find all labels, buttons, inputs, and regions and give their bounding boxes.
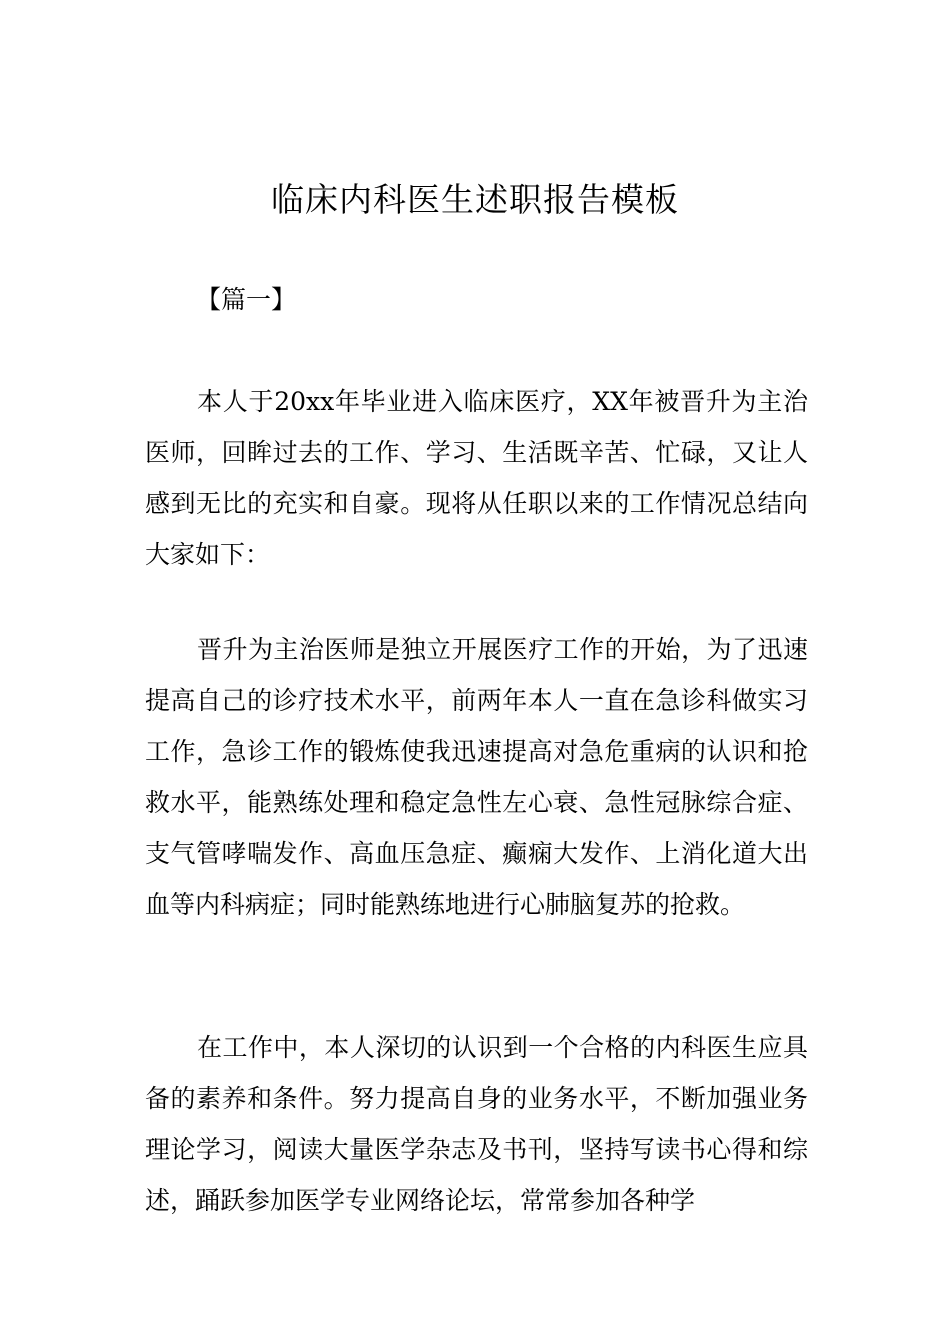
paragraph-2: 晋升为主治医师是独立开展医疗工作的开始，为了迅速提高自己的诊疗技术水平，前两年本人一直在急诊科做实习工作，急诊工作的锻炼使我迅速提高对急危重病的认识和抢救水平，能熟练处理和稳定急性左心衰、急性冠脉综合症、支气管哮喘发作、高血压急症、癫痫大发作、上消化道大出血等内科病症；同时能熟练地进行心肺脑复苏的抢救。: [145, 635, 808, 919]
paragraph-3: 在工作中，本人深切的认识到一个合格的内科医生应具备的素养和条件。努力提高自身的业务水平，不断加强业务理论学习，阅读大量医学杂志及书刊，坚持写读书心得和综述，踊跃参加医学专业网络论坛，常常参加各种学: [145, 1033, 808, 1215]
section-label: 【篇一】: [196, 285, 297, 314]
paragraph-1: 本人于20xx年毕业进入临床医疗，XX年被晋升为主治医师，回眸过去的工作、学习、生活既辛苦、忙碌，又让人感到无比的充实和自豪。现将从任职以来的工作情况总结向大家如下：: [145, 387, 808, 569]
document-title: 临床内科医生述职报告模板: [271, 180, 679, 219]
